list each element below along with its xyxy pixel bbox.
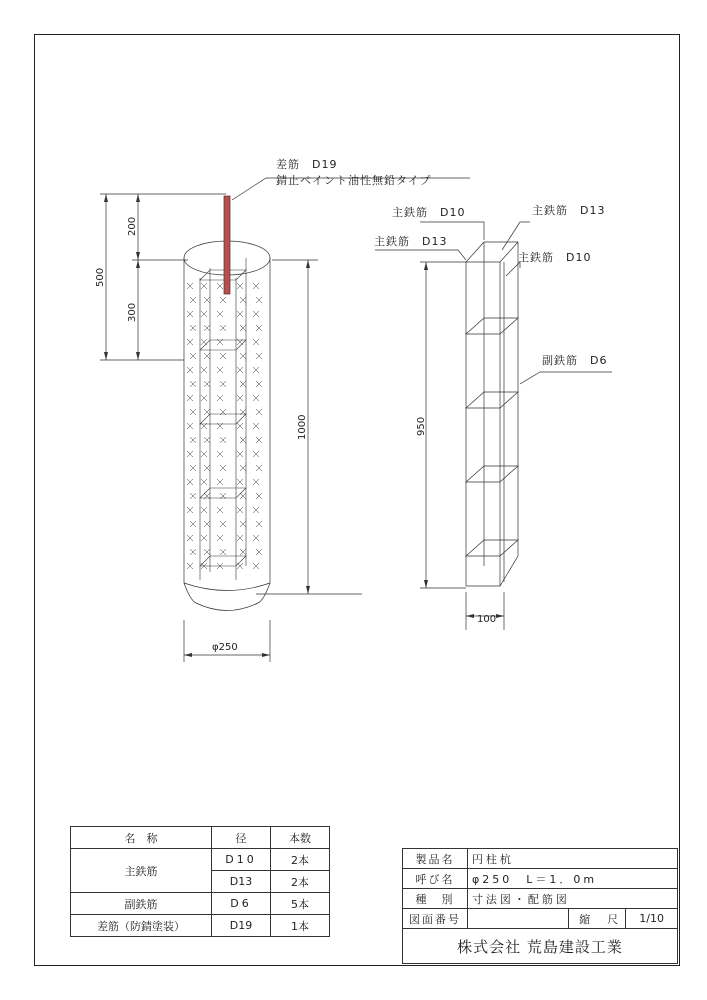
cross-mark (237, 563, 243, 569)
cross-mark (217, 535, 223, 541)
cross-mark (201, 395, 207, 401)
bom-sub-qty: 5本 (271, 893, 330, 915)
bom-row (71, 849, 330, 871)
bom-dowel-qty: 1本 (271, 915, 330, 937)
cross-mark (253, 423, 259, 429)
cross-mark (220, 465, 226, 471)
cross-mark (237, 311, 243, 317)
label-main-d13-left: 主鉄筋 D13 (374, 235, 448, 248)
cross-mark (220, 381, 226, 387)
cross-mark (190, 549, 196, 555)
cross-mark (201, 451, 207, 457)
cross-mark (217, 451, 223, 457)
cross-mark (204, 521, 210, 527)
cross-mark (204, 325, 210, 331)
cross-mark (187, 507, 193, 513)
bom-main-name: 主鉄筋 (71, 849, 212, 893)
cross-mark (256, 465, 262, 471)
cross-mark (204, 549, 210, 555)
drawing-no-value (467, 909, 568, 929)
bom-row (71, 893, 330, 915)
cross-mark (240, 521, 246, 527)
cross-mark (217, 311, 223, 317)
cross-mark (253, 535, 259, 541)
bom-row (71, 915, 330, 937)
cross-mark (190, 381, 196, 387)
title-row-product (403, 849, 678, 869)
dim-dia: φ250 (212, 642, 238, 653)
cage-hoops (466, 318, 518, 556)
bom-header-row (71, 827, 330, 849)
cross-mark (253, 311, 259, 317)
type-label: 種 別 (403, 889, 468, 909)
cross-mark (253, 563, 259, 569)
title-row-company (403, 929, 678, 964)
bom-dowel-name: 差筋（防錆塗装） (71, 915, 212, 937)
cross-mark (220, 549, 226, 555)
cross-mark (190, 297, 196, 303)
label-main-d10-top: 主鉄筋 D10 (392, 206, 466, 219)
cross-mark (201, 283, 207, 289)
bom-sub-name: 副鉄筋 (71, 893, 212, 915)
pile-cross-marks (187, 283, 262, 569)
pile-view (100, 178, 470, 662)
scale-label: 縮 尺 (568, 909, 626, 929)
nominal-label: 呼び名 (403, 869, 468, 889)
cross-mark (204, 437, 210, 443)
cross-mark (237, 535, 243, 541)
cross-mark (256, 437, 262, 443)
cage-hoop (466, 466, 518, 482)
scale-value: 1/10 (626, 909, 678, 929)
label-main-d10-right: 主鉄筋 D10 (518, 251, 592, 264)
cross-mark (256, 521, 262, 527)
cross-mark (187, 535, 193, 541)
pile-inner-cage (200, 258, 246, 580)
dim-500: 500 (95, 267, 106, 287)
dowel-bar (224, 196, 230, 294)
cross-mark (240, 493, 246, 499)
bom-main-qty: 2本 (271, 849, 330, 871)
bom-sub-dia: D6 (212, 893, 271, 915)
type-value: 寸法図・配筋図 (467, 889, 677, 909)
cross-mark (237, 395, 243, 401)
title-row-drawing-no (403, 909, 678, 929)
cross-mark (187, 395, 193, 401)
cross-mark (237, 367, 243, 373)
cross-mark (256, 325, 262, 331)
cross-mark (253, 451, 259, 457)
nominal-value: φ250 L＝1．0m (467, 869, 677, 889)
company-name: 株式会社 荒島建設工業 (403, 929, 678, 964)
cross-mark (217, 395, 223, 401)
bom-main-qty: 2本 (271, 871, 330, 893)
cross-mark (237, 423, 243, 429)
cross-mark (190, 325, 196, 331)
cross-mark (190, 493, 196, 499)
cross-mark (240, 437, 246, 443)
dim-100: 100 (477, 614, 497, 625)
cross-mark (237, 283, 243, 289)
cross-mark (187, 451, 193, 457)
cross-mark (240, 297, 246, 303)
dowel-label-line2: 錆止ペイント油性無鉛タイプ (276, 174, 432, 187)
cross-mark (201, 339, 207, 345)
cage-view (375, 222, 612, 630)
cross-mark (217, 507, 223, 513)
cross-mark (201, 535, 207, 541)
cage-hoop (466, 318, 518, 334)
cross-mark (253, 507, 259, 513)
cross-mark (187, 423, 193, 429)
cross-mark (253, 367, 259, 373)
cross-mark (256, 381, 262, 387)
cross-mark (190, 437, 196, 443)
cross-mark (187, 283, 193, 289)
cross-mark (201, 311, 207, 317)
cross-mark (204, 409, 210, 415)
cross-mark (240, 353, 246, 359)
cross-mark (187, 367, 193, 373)
cross-mark (237, 451, 243, 457)
cross-mark (190, 353, 196, 359)
cross-mark (240, 465, 246, 471)
cross-mark (256, 353, 262, 359)
cross-mark (204, 465, 210, 471)
cross-mark (240, 381, 246, 387)
cross-mark (240, 325, 246, 331)
pile-hoop (200, 556, 246, 566)
cross-mark (253, 395, 259, 401)
label-sub-d6: 副鉄筋 D6 (542, 354, 608, 367)
pile-hoop (200, 414, 246, 424)
bom-header-dia: 径 (212, 827, 271, 849)
cage-hoop (466, 540, 518, 556)
cross-mark (187, 479, 193, 485)
cross-mark (187, 563, 193, 569)
drawing-no-label: 図面番号 (403, 909, 468, 929)
cross-mark (187, 311, 193, 317)
bom-header-name: 名 称 (71, 827, 212, 849)
dim-1000: 1000 (297, 414, 308, 440)
label-main-d13-top: 主鉄筋 D13 (532, 204, 606, 217)
cross-mark (204, 381, 210, 387)
cross-mark (190, 521, 196, 527)
cross-mark (220, 325, 226, 331)
cross-mark (240, 549, 246, 555)
title-block (402, 848, 678, 964)
cross-mark (253, 339, 259, 345)
cross-mark (190, 465, 196, 471)
cross-mark (204, 297, 210, 303)
dim-950: 950 (416, 416, 427, 436)
cross-mark (217, 283, 223, 289)
title-row-nominal (403, 869, 678, 889)
title-row-type (403, 889, 678, 909)
bom-dowel-dia: D19 (212, 915, 271, 937)
cross-mark (256, 549, 262, 555)
cross-mark (237, 479, 243, 485)
cross-mark (253, 479, 259, 485)
cross-mark (256, 409, 262, 415)
bom-table (70, 826, 330, 937)
bom-main-dia: D13 (212, 871, 271, 893)
cross-mark (187, 339, 193, 345)
dim-300: 300 (127, 302, 138, 322)
product-label: 製品名 (403, 849, 468, 869)
cross-mark (220, 521, 226, 527)
cross-mark (220, 353, 226, 359)
cross-mark (220, 437, 226, 443)
product-value: 円柱杭 (467, 849, 677, 869)
cross-mark (190, 409, 196, 415)
bom-main-dia: D10 (212, 849, 271, 871)
cross-mark (201, 507, 207, 513)
cross-mark (201, 367, 207, 373)
dowel-label-line1: 差筋 D19 (276, 158, 338, 171)
cross-mark (217, 367, 223, 373)
cross-mark (220, 297, 226, 303)
cross-mark (256, 297, 262, 303)
dim-200: 200 (127, 216, 138, 236)
pile-hoop (200, 488, 246, 498)
cross-mark (204, 353, 210, 359)
cross-mark (237, 507, 243, 513)
cross-mark (253, 283, 259, 289)
cross-mark (217, 479, 223, 485)
bom-header-qty: 本数 (271, 827, 330, 849)
cross-mark (201, 479, 207, 485)
cage-outer (466, 242, 518, 586)
cross-mark (256, 493, 262, 499)
cage-hoop (466, 392, 518, 408)
pile-bottom-curve (184, 583, 270, 591)
